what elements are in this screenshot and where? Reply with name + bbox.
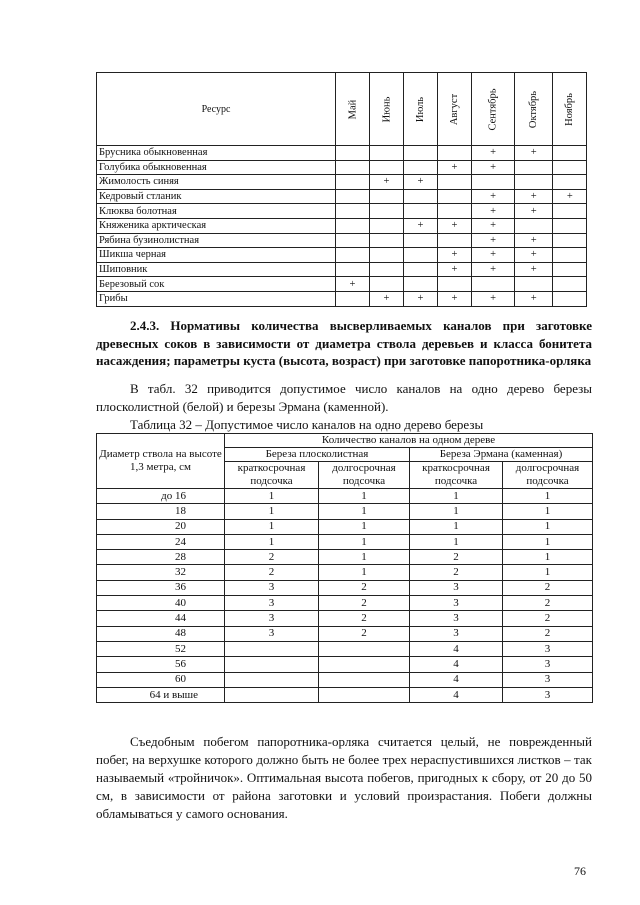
table32-caption: Таблица 32 – Допустимое число каналов на одно дерево березы — [130, 417, 484, 432]
channel-count-cell: 1 — [503, 519, 593, 534]
season-mark — [438, 189, 472, 204]
season-mark: + — [438, 160, 472, 175]
season-mark — [553, 233, 587, 248]
channel-count-cell: 4 — [410, 641, 503, 656]
season-mark — [553, 277, 587, 292]
season-mark — [515, 218, 553, 233]
season-mark: + — [472, 189, 515, 204]
channel-count-cell: 1 — [410, 519, 503, 534]
diameter-cell: 36 — [97, 580, 225, 595]
resource-row — [97, 175, 587, 190]
season-mark: + — [438, 291, 472, 306]
table32-row — [97, 626, 593, 641]
table32-row — [97, 641, 593, 656]
channel-count-cell — [319, 672, 410, 687]
season-mark — [370, 160, 404, 175]
channel-count-cell: 2 — [225, 550, 319, 565]
season-mark — [370, 248, 404, 263]
season-mark — [370, 218, 404, 233]
channel-count-cell: 1 — [410, 534, 503, 549]
resource-row — [97, 277, 587, 292]
season-mark — [553, 262, 587, 277]
table32-row — [97, 550, 593, 565]
table32-row — [97, 504, 593, 519]
channel-count-cell: 2 — [319, 611, 410, 626]
season-mark — [336, 291, 370, 306]
channel-count-cell: 2 — [410, 550, 503, 565]
resource-row — [97, 218, 587, 233]
channel-count-cell: 4 — [410, 687, 503, 702]
season-mark: + — [404, 291, 438, 306]
resource-row — [97, 233, 587, 248]
channel-count-cell: 4 — [410, 672, 503, 687]
season-mark — [472, 175, 515, 190]
channel-count-cell: 1 — [225, 519, 319, 534]
season-mark: + — [472, 160, 515, 175]
channel-count-cell: 1 — [319, 534, 410, 549]
channel-count-cell — [225, 687, 319, 702]
season-mark: + — [515, 262, 553, 277]
season-mark: + — [472, 233, 515, 248]
paragraph-fern-shoot: Съедобным побегом папоротника-орляка считается целый, не поврежденный побег, на верхушке которого должно быть не более трех нераспустившихся листков – так называемый «тройничок». Оптимальная высота побегов, пригодных к сбору, от 20 до 50 см, в зависимости от района заготовки и условий произрастания. Побеги должны обламываться у самого основания. — [96, 734, 592, 821]
channel-count-cell — [319, 641, 410, 656]
channel-count-cell: 1 — [225, 534, 319, 549]
channel-count-cell: 2 — [503, 611, 593, 626]
channel-count-cell: 1 — [503, 534, 593, 549]
month-header-september: Сентябрь — [472, 73, 515, 146]
season-mark: + — [472, 204, 515, 219]
resource-row — [97, 204, 587, 219]
month-header-may: Май — [336, 73, 370, 146]
season-mark: + — [515, 146, 553, 161]
table32-row — [97, 534, 593, 549]
season-mark — [404, 277, 438, 292]
long-term-header-1: долгосрочная подсочка — [319, 462, 410, 489]
channel-count-cell: 2 — [225, 565, 319, 580]
diameter-cell: 48 — [97, 626, 225, 641]
season-mark — [370, 189, 404, 204]
season-mark — [553, 204, 587, 219]
season-mark — [336, 146, 370, 161]
season-mark: + — [438, 262, 472, 277]
season-mark — [404, 248, 438, 263]
channel-count-cell: 3 — [503, 641, 593, 656]
table32-row — [97, 657, 593, 672]
month-header-june: Июнь — [370, 73, 404, 146]
diameter-cell: 40 — [97, 596, 225, 611]
resource-name: Княженика арктическая — [97, 218, 336, 233]
season-mark — [370, 233, 404, 248]
season-mark — [336, 189, 370, 204]
season-mark — [336, 204, 370, 219]
long-term-header-2: долгосрочная подсочка — [503, 462, 593, 489]
month-header-october: Октябрь — [515, 73, 553, 146]
birch-flatleaf-header: Береза плосколистная — [225, 448, 410, 462]
table32-row — [97, 611, 593, 626]
season-mark — [438, 175, 472, 190]
channel-count-cell: 1 — [503, 489, 593, 504]
diameter-header: Диаметр ствола на высоте 1,3 метра, см — [97, 434, 225, 489]
resource-name: Березовый сок — [97, 277, 336, 292]
table32-row — [97, 580, 593, 595]
resource-name: Голубика обыкновенная — [97, 160, 336, 175]
channel-count-cell: 1 — [319, 565, 410, 580]
resource-name: Брусника обыкновенная — [97, 146, 336, 161]
season-mark: + — [472, 248, 515, 263]
table32-row — [97, 596, 593, 611]
resource-table-body — [97, 146, 587, 307]
channel-count-cell: 4 — [410, 657, 503, 672]
channel-count-cell — [319, 687, 410, 702]
channel-count-cell: 1 — [503, 504, 593, 519]
channel-count-cell: 2 — [319, 626, 410, 641]
channel-count-cell: 3 — [503, 687, 593, 702]
diameter-cell: до 16 — [97, 489, 225, 504]
season-mark — [438, 204, 472, 219]
table32-row — [97, 672, 593, 687]
season-mark — [515, 175, 553, 190]
resource-name: Рябина бузинолистная — [97, 233, 336, 248]
resource-name: Клюква болотная — [97, 204, 336, 219]
season-mark — [438, 233, 472, 248]
channel-count-cell — [225, 641, 319, 656]
season-mark — [336, 218, 370, 233]
birch-erman-header: Береза Эрмана (каменная) — [410, 448, 593, 462]
channel-count-cell: 1 — [503, 565, 593, 580]
season-mark: + — [370, 291, 404, 306]
channel-count-cell: 1 — [319, 504, 410, 519]
table32-channels — [96, 433, 593, 703]
season-mark: + — [404, 175, 438, 190]
month-header-july: Июль — [404, 73, 438, 146]
channel-count-cell: 1 — [319, 489, 410, 504]
paragraph-table-intro: В табл. 32 приводится допустимое число каналов на одно дерево березы плосколистной (белой) и березы Эрмана (каменной). — [96, 381, 592, 414]
season-mark: + — [472, 262, 515, 277]
diameter-cell: 28 — [97, 550, 225, 565]
channel-count-cell: 1 — [503, 550, 593, 565]
channel-count-cell — [225, 657, 319, 672]
month-header-november: Ноябрь — [553, 73, 587, 146]
section-heading: 2.4.3. Нормативы количества высверливаемых каналов при заготовке древесных соков в зависимости от диаметра ствола деревьев и класса бонитета насаждения; параметры куста (высота, возраст) при заготовке папоротника-орляка — [96, 318, 592, 368]
season-mark: + — [472, 146, 515, 161]
channel-count-cell — [225, 672, 319, 687]
channel-count-cell: 1 — [225, 504, 319, 519]
channel-count-cell — [319, 657, 410, 672]
diameter-cell: 44 — [97, 611, 225, 626]
season-mark: + — [472, 218, 515, 233]
channel-count-cell: 2 — [503, 626, 593, 641]
season-mark — [404, 146, 438, 161]
season-mark — [404, 160, 438, 175]
season-mark — [472, 277, 515, 292]
season-mark — [404, 189, 438, 204]
channel-count-cell: 3 — [503, 672, 593, 687]
season-mark — [553, 291, 587, 306]
season-mark — [553, 160, 587, 175]
season-mark: + — [336, 277, 370, 292]
resource-row — [97, 146, 587, 161]
season-mark: + — [438, 218, 472, 233]
season-mark: + — [438, 248, 472, 263]
table32-row — [97, 565, 593, 580]
season-mark: + — [472, 291, 515, 306]
resource-row — [97, 160, 587, 175]
resource-name: Жимолость синяя — [97, 175, 336, 190]
channel-count-cell: 3 — [225, 580, 319, 595]
season-mark — [553, 146, 587, 161]
channel-count-cell: 1 — [225, 489, 319, 504]
channel-count-cell: 1 — [319, 550, 410, 565]
season-mark — [370, 204, 404, 219]
diameter-cell: 56 — [97, 657, 225, 672]
resource-row — [97, 248, 587, 263]
season-mark — [438, 146, 472, 161]
season-mark — [336, 175, 370, 190]
channel-count-cell: 3 — [410, 611, 503, 626]
channel-count-cell: 3 — [410, 596, 503, 611]
table32-row — [97, 687, 593, 702]
season-mark: + — [515, 248, 553, 263]
resource-name: Грибы — [97, 291, 336, 306]
season-mark: + — [370, 175, 404, 190]
diameter-cell: 60 — [97, 672, 225, 687]
table32-row — [97, 489, 593, 504]
diameter-cell: 18 — [97, 504, 225, 519]
season-mark — [404, 262, 438, 277]
channel-count-cell: 1 — [410, 489, 503, 504]
channel-count-cell: 3 — [410, 580, 503, 595]
diameter-cell: 32 — [97, 565, 225, 580]
channel-count-cell: 3 — [225, 596, 319, 611]
season-mark — [553, 175, 587, 190]
channel-count-cell: 2 — [410, 565, 503, 580]
short-term-header-2: краткосрочная подсочка — [410, 462, 503, 489]
resource-column-header: Ресурс — [97, 73, 336, 146]
season-mark — [515, 160, 553, 175]
page-number: 76 — [574, 864, 586, 878]
resource-name: Шикша черная — [97, 248, 336, 263]
season-mark: + — [515, 233, 553, 248]
season-mark — [553, 248, 587, 263]
season-mark: + — [515, 204, 553, 219]
season-mark: + — [515, 189, 553, 204]
season-mark: + — [404, 218, 438, 233]
resource-row — [97, 262, 587, 277]
season-mark — [336, 233, 370, 248]
resource-row — [97, 189, 587, 204]
season-mark — [370, 146, 404, 161]
diameter-cell: 20 — [97, 519, 225, 534]
channel-count-cell: 1 — [319, 519, 410, 534]
season-mark — [553, 218, 587, 233]
resource-calendar-table — [96, 72, 587, 307]
short-term-header-1: краткосрочная подсочка — [225, 462, 319, 489]
season-mark: + — [553, 189, 587, 204]
channel-count-cell: 3 — [503, 657, 593, 672]
channel-count-cell: 3 — [225, 626, 319, 641]
season-mark — [336, 262, 370, 277]
season-mark — [370, 262, 404, 277]
diameter-cell: 24 — [97, 534, 225, 549]
channels-header: Количество каналов на одном дереве — [225, 434, 593, 448]
season-mark — [515, 277, 553, 292]
table32-row — [97, 519, 593, 534]
resource-row — [97, 291, 587, 306]
channel-count-cell: 3 — [410, 626, 503, 641]
channel-count-cell: 2 — [319, 596, 410, 611]
channel-count-cell: 2 — [319, 580, 410, 595]
channel-count-cell: 3 — [225, 611, 319, 626]
channel-count-cell: 2 — [503, 580, 593, 595]
diameter-cell: 64 и выше — [97, 687, 225, 702]
season-mark — [404, 233, 438, 248]
season-mark — [370, 277, 404, 292]
diameter-cell: 52 — [97, 641, 225, 656]
month-header-august: Август — [438, 73, 472, 146]
channel-count-cell: 1 — [410, 504, 503, 519]
season-mark — [336, 248, 370, 263]
season-mark: + — [515, 291, 553, 306]
resource-name: Кедровый стланик — [97, 189, 336, 204]
channel-count-cell: 2 — [503, 596, 593, 611]
season-mark — [336, 160, 370, 175]
resource-name: Шиповник — [97, 262, 336, 277]
table32-body — [97, 489, 593, 703]
season-mark — [438, 277, 472, 292]
season-mark — [404, 204, 438, 219]
